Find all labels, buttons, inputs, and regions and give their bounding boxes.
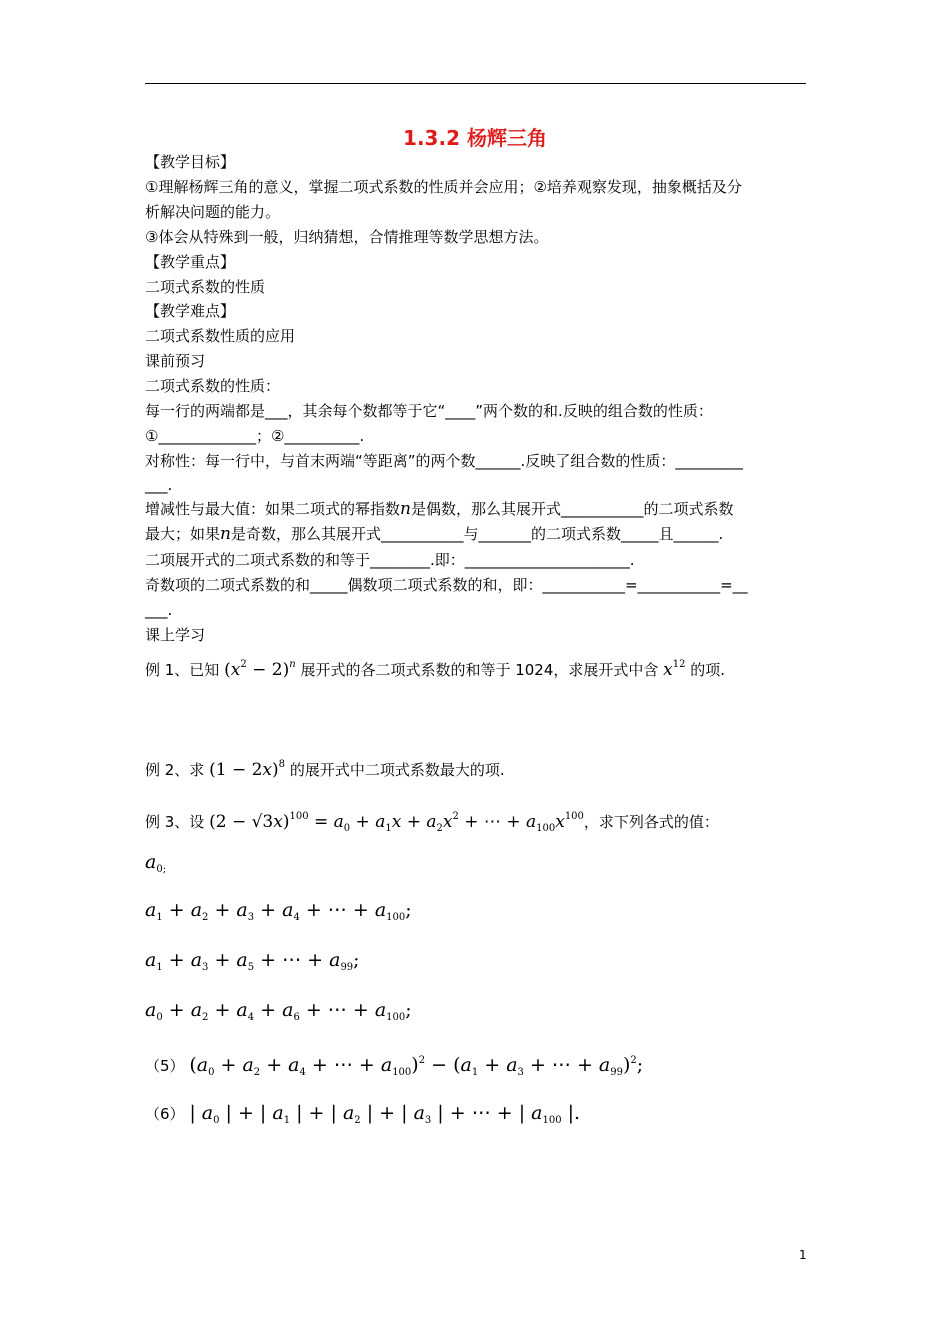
item-5: （5） ($a_0 + a_2 + a_4$ + ⋯ + $a_{100})^2 - (a_1 + a_3$ + ⋯ + $a_{99})^2$; [145, 1054, 644, 1078]
property-4: 二项展开式的二项式系数的和等于________.即：______________________. [145, 551, 635, 569]
property-3: 增减性与最大值：如果二项式的幂指数n是偶数，那么其展开式___________的二项式系数 [145, 499, 734, 519]
item-6: （6） | $a_0$ | + | $a_1$ | + | $a_2$ | + | $a_3$ | + ⋯ + | $a_{100}$ |. [145, 1102, 581, 1126]
property-5-cont: ___. [145, 601, 173, 619]
key-point: 二项式系数的性质 [145, 278, 266, 296]
property-2: 对称性：每一行中，与首末两端“等距离”的两个数______.反映了组合数的性质：_________ [145, 452, 743, 470]
example-2: 例 2、求 $(1 - 2x)^8$ 的展开式中二项式系数最大的项. [145, 759, 505, 780]
page-number: 1 [799, 1248, 807, 1262]
header-rule [145, 83, 806, 84]
formula-ex1: $(x^2 - 2)^n$ [224, 659, 296, 680]
difficulty: 二项式系数性质的应用 [145, 327, 296, 345]
property-2-cont: ___. [145, 476, 173, 494]
preview-heading: 课前预习 [145, 352, 206, 370]
heading-key: 【教学重点】 [145, 253, 236, 271]
heading-difficulty: 【教学难点】 [145, 302, 236, 320]
goal-1: ①理解杨辉三角的意义，掌握二项式系数的性质并会应用；②培养观察发现，抽象概括及分 [145, 178, 742, 196]
properties-heading: 二项式系数的性质： [145, 377, 281, 395]
item-2: $a_1 + a_2 + a_3 + a_4$ + ⋯ + $a_{100}$; [145, 899, 412, 923]
class-heading: 课上学习 [145, 626, 206, 644]
item-4: $a_0 + a_2 + a_4 + a_6$ + ⋯ + $a_{100}$; [145, 999, 412, 1023]
formula-ex2: $(1 - 2x)^8$ [209, 759, 286, 780]
heading-goals: 【教学目标】 [145, 153, 236, 171]
property-5: 奇数项的二项式系数的和_____偶数项二项式系数的和，即：___________=___________=__ [145, 576, 748, 594]
property-1-cont: ①_____________；②__________. [145, 427, 365, 445]
property-1: 每一行的两端都是___，其余每个数都等于它“____”两个数的和.反映的组合数的性质： [145, 402, 713, 420]
item-1: $a_{0;}$ [145, 851, 167, 875]
page-title: 1.3.2 杨辉三角 [403, 126, 547, 150]
item-3: $a_1 + a_3 + a_5$ + ⋯ + $a_{99}$; [145, 949, 360, 973]
goal-3: ③体会从特殊到一般，归纳猜想，合情推理等数学思想方法。 [145, 228, 549, 246]
property-3-cont: 最大；如果n是奇数，那么其展开式___________与_______的二项式系数_____且______. [145, 524, 724, 544]
formula-ex3: $(2 - √3x)^{100} = a_0 + a_1x + a_2x^2$ + ⋯ + $a_{100}x^{100}$ [209, 811, 584, 834]
example-3: 例 3、设 $(2 - √3x)^{100} = a_0 + a_1x + a_2x^2$ + ⋯ + $a_{100}x^{100}$，求下列各式的值： [145, 811, 719, 834]
goal-1-cont: 析解决问题的能力。 [145, 203, 281, 221]
example-1: 例 1、已知 $(x^2 - 2)^n$ 展开式的各二项式系数的和等于 1024，求展开式中含 $x^{12}$ 的项. [145, 659, 726, 680]
